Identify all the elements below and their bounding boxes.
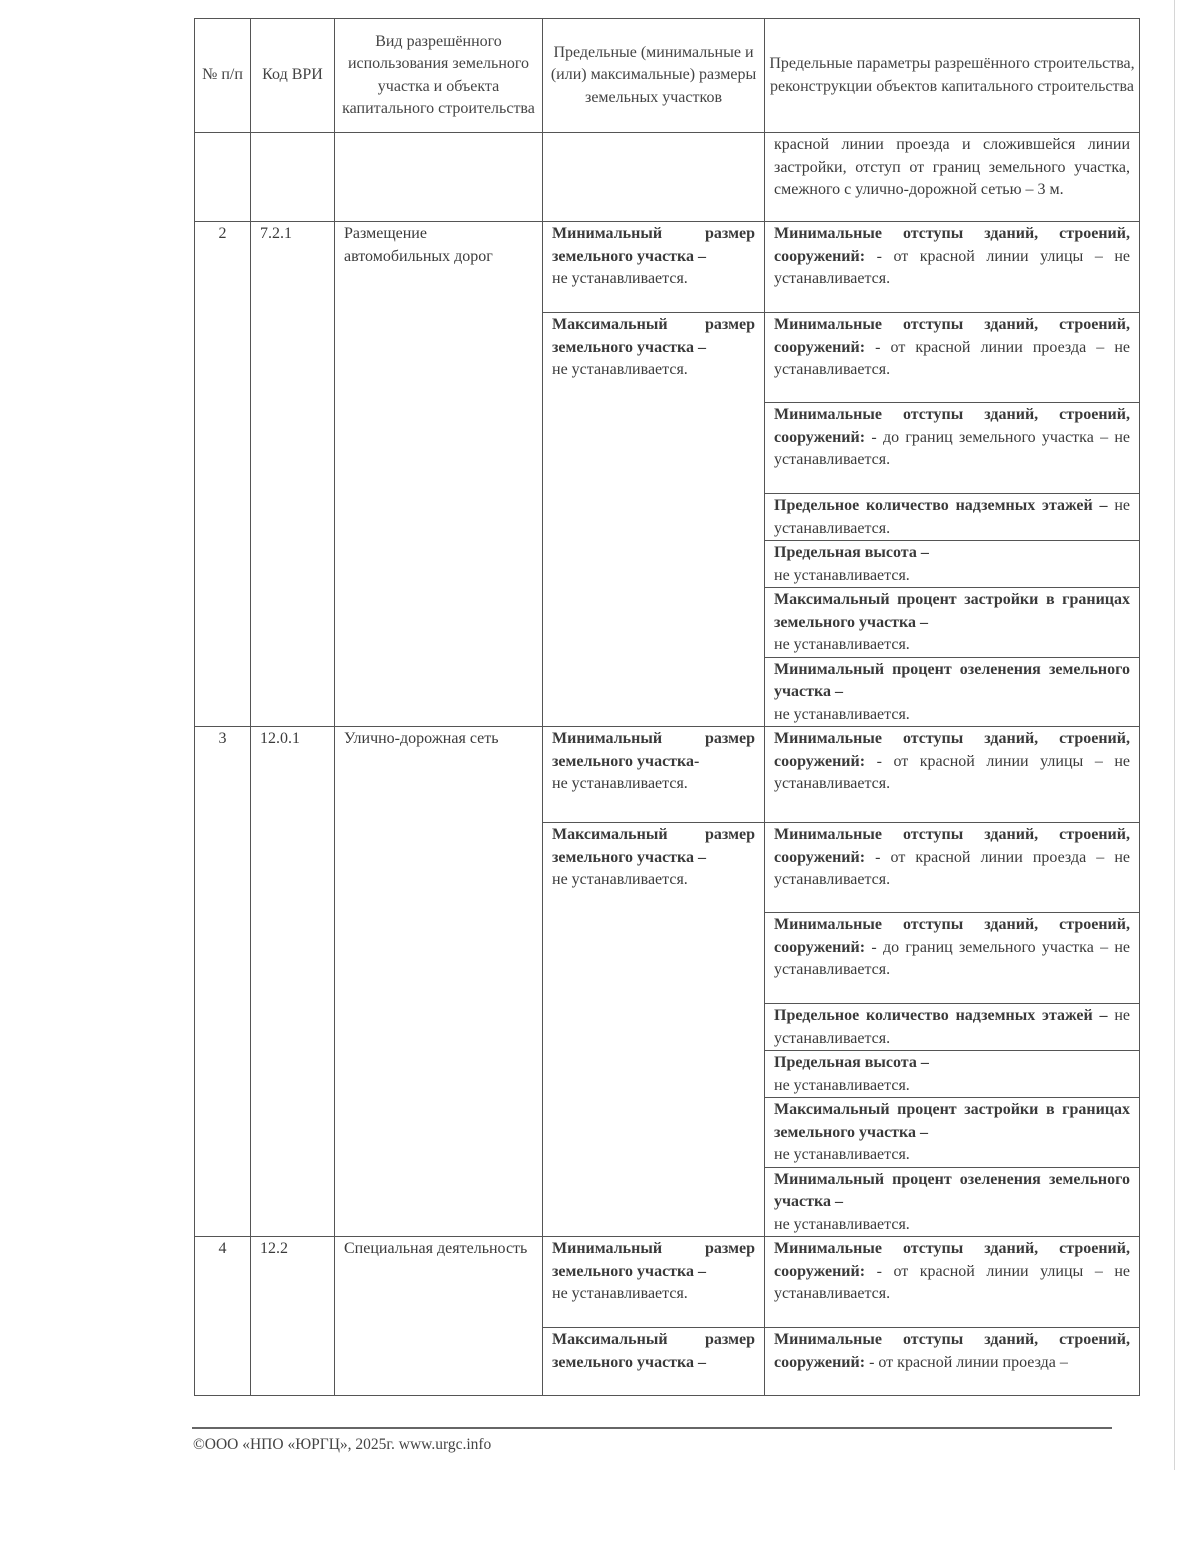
param-cell: Предельное количество надземных этажей – не устанавливается. (765, 494, 1140, 541)
row-num: 4 (195, 1237, 251, 1396)
scan-edge-line (1174, 0, 1175, 1470)
param-cell: Минимальные отступы зданий, строений, сооружений: - от красной линии улицы – не устанавливается. (765, 222, 1140, 313)
header-params: Предельные параметры разрешённого строительства, реконструкции объектов капитального строительства (765, 19, 1140, 133)
header-num: № п/п (195, 19, 251, 133)
land-use-table (194, 18, 1140, 1396)
row-code: 12.0.1 (251, 727, 335, 1237)
param-cell: Минимальные отступы зданий, строений, сооружений: - от красной линии проезда – (765, 1328, 1140, 1396)
param-cell: Минимальные отступы зданий, строений, сооружений: - от красной линии улицы – не устанавливается. (765, 727, 1140, 823)
param-cell: Минимальный процент озеленения земельного участка – не устанавливается. (765, 1167, 1140, 1237)
row-num: 2 (195, 222, 251, 727)
footer-rule (192, 1427, 1112, 1429)
min-size-cell (543, 1237, 765, 1328)
footer-copyright: ©ООО «НПО «ЮРГЦ», 2025г. www.urgc.info (193, 1436, 492, 1453)
row-name: Размещение автомобильных дорог (335, 222, 543, 727)
min-size-cell (543, 222, 765, 313)
row-name: Специальная деятельность (335, 1237, 543, 1396)
row-code: 12.2 (251, 1237, 335, 1396)
row-name: Улично-дорожная сеть (335, 727, 543, 1237)
min-size-label: Минимальный размер земельного участка – (552, 225, 755, 265)
table-row-continuation (195, 133, 1140, 222)
param-cell: Минимальные отступы зданий, строений, сооружений: - от красной линии проезда – не устанавливается. (765, 313, 1140, 403)
table-row (195, 1237, 1140, 1328)
max-size-label: Максимальный размер земельного участка – (552, 316, 755, 356)
header-code: Код ВРИ (251, 19, 335, 133)
param-cell: Минимальные отступы зданий, строений, сооружений: - от красной линии улицы – не устанавливается. (765, 1237, 1140, 1328)
param-cell: Минимальные отступы зданий, строений, сооружений: - до границ земельного участка – не устанавливается. (765, 913, 1140, 1004)
max-size-cell (543, 823, 765, 1237)
header-kind: Вид разрешённого использования земельного участка и объекта капитального строительства (335, 19, 543, 133)
continuation-text: красной линии проезда и сложившейся линии застройки, отступ от границ земельного участка, смежного с улично-дорожной сетью – 3 м. (765, 133, 1140, 222)
param-cell: Максимальный процент застройки в границах земельного участка – не устанавливается. (765, 588, 1140, 658)
min-size-value: не устанавливается. (552, 270, 688, 287)
max-size-value: не устанавливается. (552, 871, 688, 888)
row-code: 7.2.1 (251, 222, 335, 727)
max-size-label: Максимальный размер земельного участка – (552, 826, 755, 866)
max-size-label: Максимальный размер земельного участка – (552, 1331, 755, 1371)
table-header-row (195, 19, 1140, 133)
max-size-value: не устанавливается. (552, 361, 688, 378)
param-cell: Минимальные отступы зданий, строений, сооружений: - от красной линии проезда – не устанавливается. (765, 823, 1140, 913)
param-cell: Максимальный процент застройки в границах земельного участка – не устанавливается. (765, 1098, 1140, 1168)
param-cell: Минимальный процент озеленения земельного участка – не устанавливается. (765, 657, 1140, 727)
param-cell: Предельная высота – не устанавливается. (765, 1051, 1140, 1098)
min-size-label: Минимальный размер земельного участка – (552, 1240, 755, 1280)
param-cell: Предельное количество надземных этажей – не устанавливается. (765, 1004, 1140, 1051)
max-size-cell (543, 313, 765, 727)
min-size-value: не устанавливается. (552, 1285, 688, 1302)
max-size-cell (543, 1328, 765, 1396)
min-size-cell (543, 727, 765, 823)
table-row (195, 727, 1140, 823)
table-row (195, 222, 1140, 313)
min-size-label: Минимальный размер земельного участка- (552, 730, 755, 770)
header-sizes: Предельные (минимальные и (или) максимальные) размеры земельных участков (543, 19, 765, 133)
param-cell: Предельная высота – не устанавливается. (765, 541, 1140, 588)
min-size-value: не устанавливается. (552, 775, 688, 792)
row-num: 3 (195, 727, 251, 1237)
param-cell: Минимальные отступы зданий, строений, сооружений: - до границ земельного участка – не устанавливается. (765, 403, 1140, 494)
